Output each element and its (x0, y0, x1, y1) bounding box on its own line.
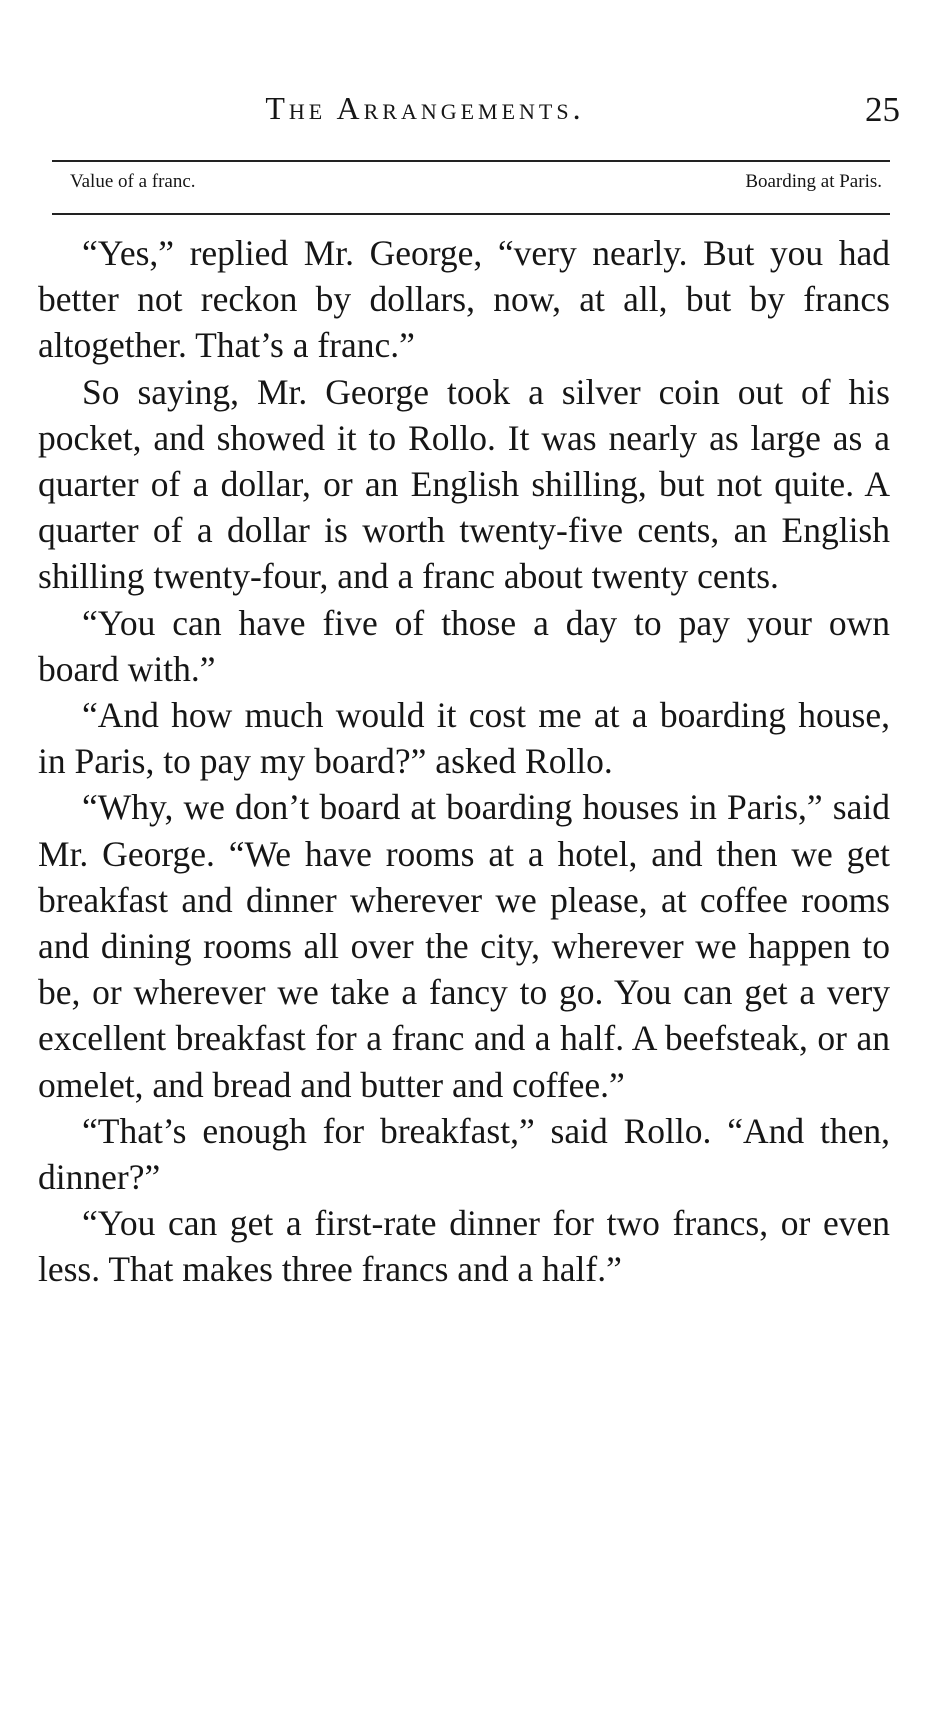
paragraph: So saying, Mr. George took a silver coin out of his pocket, and showed it to Rollo. It was nearly as large as a quarter of a dollar, or an English shilling, but not quite. A quarter of a dollar is worth twenty-five cents, an English shilling twenty-four, and a franc about twenty cents. (38, 371, 890, 597)
header-rule-top (52, 160, 890, 162)
subhead-right: Boarding at Paris. (745, 171, 882, 192)
body-text (38, 230, 890, 1293)
running-head (40, 90, 900, 134)
paragraph: “And how much would it cost me at a boarding house, in Paris, to pay my board?” asked Rollo. (38, 695, 890, 782)
paragraph: “You can have five of those a day to pay your own board with.” (38, 602, 890, 689)
paragraph: “Why, we don’t board at boarding houses in Paris,” said Mr. George. “We have rooms at a hotel, and then we get breakfast and dinner wherever we please, at coffee rooms and dining rooms all over the city, wherever we happen to be, or wherever we take a fancy to go. You can get a very excellent breakfast for a franc and a half. A beefsteak, or an omelet, and bread and butter and coffee.” (38, 787, 890, 1105)
header-rule-bottom (52, 213, 890, 215)
paragraph: “That’s enough for breakfast,” said Rollo. “And then, dinner?” (38, 1110, 890, 1198)
page-number: 25 (865, 90, 900, 129)
paragraph: “Yes,” replied Mr. George, “very nearly. But you had better not reckon by dollars, now, at all, but by francs altogether. That’s a franc.” (38, 233, 890, 366)
subhead-left: Value of a franc. (70, 171, 196, 192)
paragraph: “You can get a first-rate dinner for two francs, or even less. That makes three francs and a half.” (38, 1203, 890, 1290)
chapter-title: The Arrangements. (265, 90, 585, 126)
margin-subheads (70, 171, 882, 201)
